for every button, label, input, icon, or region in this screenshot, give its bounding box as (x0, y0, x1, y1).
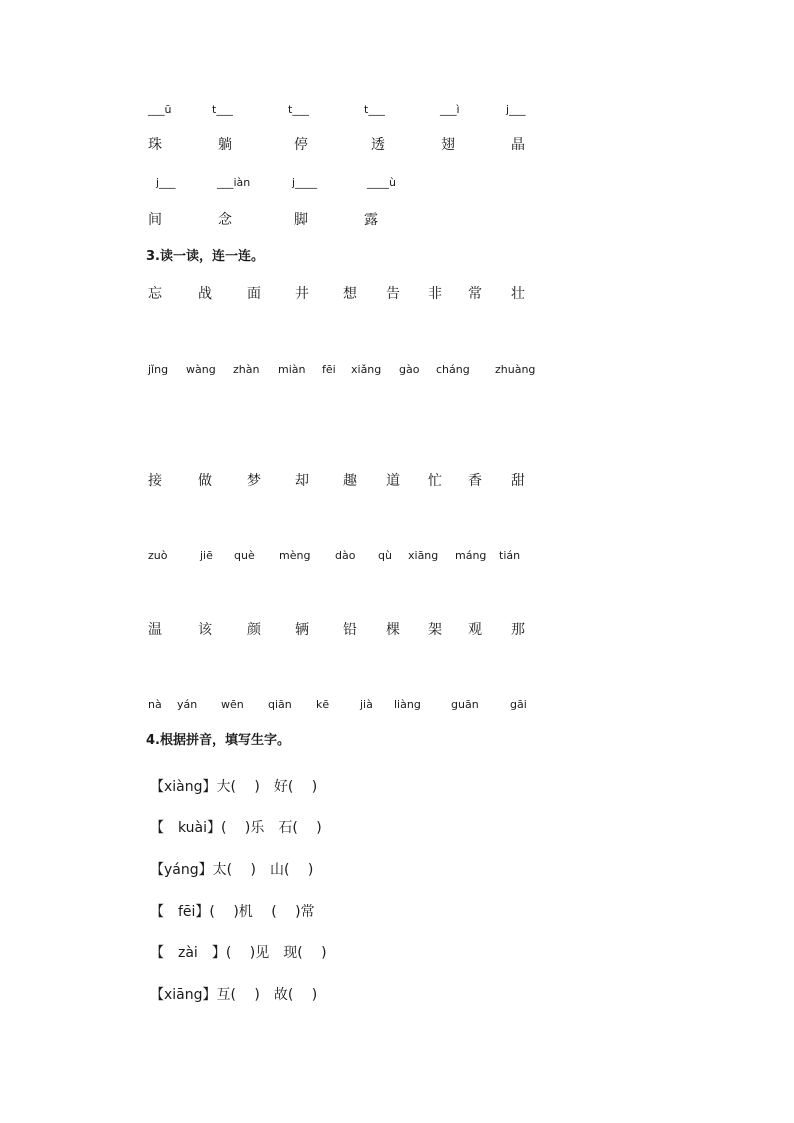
match-character[interactable]: 做 (198, 473, 212, 489)
pinyin-blank: t___ (288, 103, 309, 116)
pinyin-blank: j___ (506, 103, 526, 116)
fill-line (0, 941, 794, 965)
match-pinyin[interactable]: qiān (268, 698, 292, 711)
match-pinyin[interactable]: zhàn (233, 363, 260, 376)
match-pinyin[interactable]: gāi (510, 698, 527, 711)
match-character[interactable]: 该 (198, 622, 212, 638)
match-character[interactable]: 常 (468, 286, 482, 302)
fill-line (0, 858, 794, 882)
match-character[interactable]: 颜 (247, 622, 261, 638)
pinyin-fill-row-2 (0, 171, 794, 195)
pinyin-blank: ___ì (440, 103, 460, 116)
fill-line (0, 900, 794, 924)
match-characters-c (0, 618, 794, 642)
pinyin-blank: j____ (292, 176, 318, 189)
fill-line (0, 983, 794, 1007)
match-character[interactable]: 井 (295, 286, 309, 302)
match-character[interactable]: 趣 (343, 473, 357, 489)
match-character[interactable]: 观 (468, 622, 482, 638)
match-character[interactable]: 战 (198, 286, 212, 302)
match-pinyin[interactable]: què (234, 549, 255, 562)
exercise-3-heading-row (0, 245, 794, 269)
match-pinyin[interactable]: wēn (221, 698, 244, 711)
match-pinyin-c (0, 693, 794, 717)
fill-line-text[interactable]: 【 kuài】( )乐 石( ) (150, 820, 322, 836)
match-pinyin[interactable]: zhuàng (495, 363, 536, 376)
exercise-4-heading: 4.根据拼音，填写生字。 (146, 733, 290, 748)
match-pinyin[interactable]: máng (455, 549, 487, 562)
fill-line (0, 775, 794, 799)
match-pinyin[interactable]: zuò (148, 549, 168, 562)
fill-line-text[interactable]: 【yáng】太( ) 山( ) (150, 862, 314, 878)
match-pinyin[interactable]: xiāng (408, 549, 439, 562)
fill-line (0, 816, 794, 840)
exercise-4-heading-row (0, 729, 794, 753)
pinyin-blank: t___ (212, 103, 233, 116)
match-pinyin[interactable]: gào (399, 363, 420, 376)
match-pinyin[interactable]: mèng (279, 549, 311, 562)
character: 珠 (148, 137, 162, 153)
fill-line-text[interactable]: 【 zài 】( )见 现( ) (150, 945, 327, 961)
match-characters-b (0, 469, 794, 493)
match-character[interactable]: 棵 (386, 622, 400, 638)
match-pinyin-b (0, 544, 794, 568)
match-pinyin-a (0, 358, 794, 382)
match-pinyin[interactable]: yán (177, 698, 198, 711)
match-pinyin[interactable]: miàn (278, 363, 306, 376)
match-pinyin[interactable]: xiǎng (351, 363, 382, 376)
match-character[interactable]: 忙 (428, 473, 442, 489)
character-row-1 (0, 133, 794, 157)
character-row-2 (0, 208, 794, 232)
match-pinyin[interactable]: fēi (322, 363, 336, 376)
match-pinyin[interactable]: jiē (200, 549, 213, 562)
match-pinyin[interactable]: jǐng (148, 363, 169, 376)
character: 躺 (218, 137, 232, 153)
match-character[interactable]: 忘 (148, 286, 162, 302)
match-character[interactable]: 告 (386, 286, 400, 302)
pinyin-blank: j___ (156, 176, 176, 189)
pinyin-fill-row-1 (0, 98, 794, 122)
character: 脚 (294, 212, 308, 228)
match-pinyin[interactable]: cháng (436, 363, 470, 376)
fill-line-text[interactable]: 【 fēi】( )机 ( )常 (150, 904, 315, 920)
match-character[interactable]: 想 (343, 286, 357, 302)
match-character[interactable]: 辆 (295, 622, 309, 638)
match-character[interactable]: 架 (428, 622, 442, 638)
match-character[interactable]: 接 (148, 473, 162, 489)
character: 翅 (441, 137, 455, 153)
match-pinyin[interactable]: qù (378, 549, 392, 562)
character: 透 (371, 137, 385, 153)
match-character[interactable]: 甜 (511, 473, 525, 489)
match-pinyin[interactable]: wàng (186, 363, 216, 376)
fill-line-text[interactable]: 【xiāng】互( ) 故( ) (150, 987, 318, 1003)
match-character[interactable]: 梦 (247, 473, 261, 489)
match-pinyin[interactable]: guān (451, 698, 479, 711)
match-character[interactable]: 非 (428, 286, 442, 302)
match-pinyin[interactable]: dào (335, 549, 356, 562)
character: 间 (148, 212, 162, 228)
match-character[interactable]: 道 (386, 473, 400, 489)
exercise-3-heading: 3.读一读，连一连。 (146, 249, 264, 264)
pinyin-blank: ___iàn (217, 176, 251, 189)
match-pinyin[interactable]: kē (316, 698, 330, 711)
match-character[interactable]: 面 (247, 286, 261, 302)
match-characters-a (0, 282, 794, 306)
match-character[interactable]: 却 (295, 473, 309, 489)
match-character[interactable]: 那 (511, 622, 525, 638)
match-character[interactable]: 铅 (343, 622, 357, 638)
match-pinyin[interactable]: liàng (394, 698, 421, 711)
pinyin-blank: ____ù (367, 176, 396, 189)
pinyin-blank: ___ū (148, 103, 172, 116)
match-character[interactable]: 温 (148, 622, 162, 638)
character: 露 (364, 212, 378, 228)
pinyin-blank: t___ (364, 103, 385, 116)
match-pinyin[interactable]: jià (360, 698, 373, 711)
match-character[interactable]: 壮 (511, 286, 525, 302)
match-pinyin[interactable]: nà (148, 698, 162, 711)
fill-line-text[interactable]: 【xiàng】大( ) 好( ) (150, 779, 318, 795)
character: 停 (294, 137, 308, 153)
character: 念 (218, 212, 232, 228)
match-character[interactable]: 香 (468, 473, 482, 489)
match-pinyin[interactable]: tián (499, 549, 521, 562)
character: 晶 (511, 137, 525, 153)
